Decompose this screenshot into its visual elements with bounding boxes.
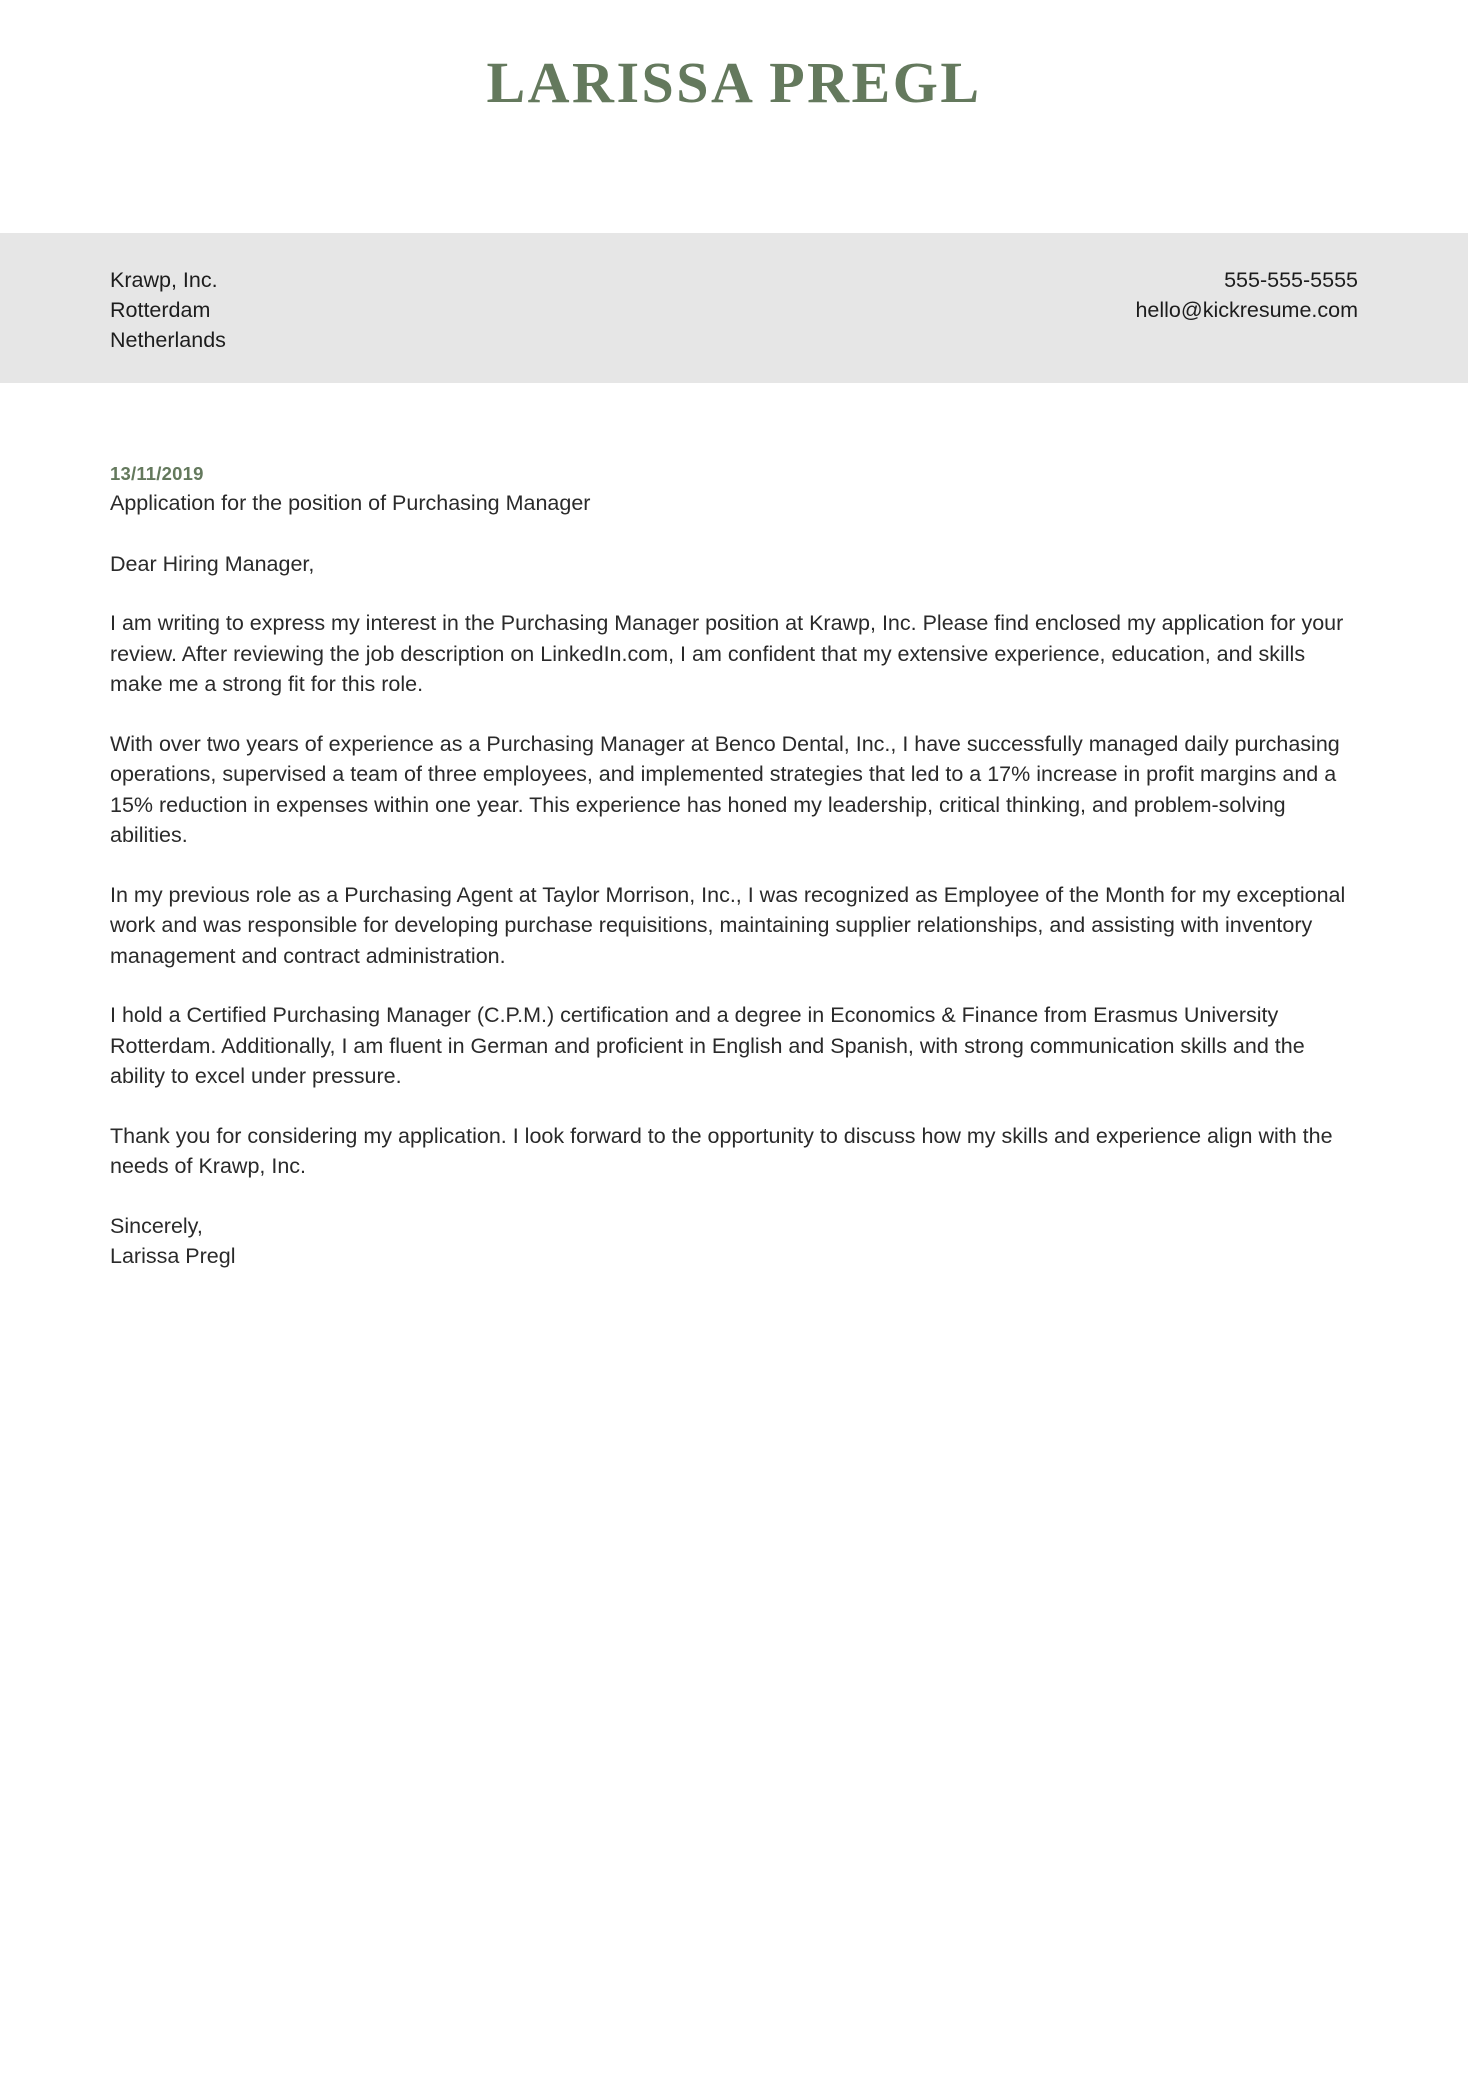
letter-date: 13/11/2019	[110, 463, 204, 484]
contact-phone: 555-555-5555	[1224, 268, 1358, 292]
contact-email[interactable]: hello@kickresume.com	[1135, 298, 1358, 322]
closing-line: Sincerely,	[110, 1213, 203, 1238]
recipient-city: Rotterdam	[110, 298, 211, 322]
letter-subject: Application for the position of Purchasing Manager	[110, 491, 591, 515]
letter-signoff	[110, 1211, 1360, 1272]
letter-paragraph: I hold a Certified Purchasing Manager (C.P.M.) certification and a degree in Economics & Finance from Erasmus University Rotterdam. Additionally, I am fluent in German and proficient in English and Spanish, with strong communication skills and the ability to excel under pressure.	[110, 1003, 1305, 1088]
recipient-country: Netherlands	[110, 328, 226, 352]
letter-paragraph: Thank you for considering my application. I look forward to the opportunity to discuss how my skills and experience align with the needs of Krawp, Inc.	[110, 1123, 1333, 1178]
letter-body	[110, 462, 1360, 1272]
signature-name: Larissa Pregl	[110, 1244, 236, 1268]
letter-paragraph: With over two years of experience as a Purchasing Manager at Benco Dental, Inc., I have successfully managed daily purchasing operations, supervised a team of three employees, and implemented strategies that led to a 17% increase in profit margins and a 15% reduction in expenses within one year. This experience has honed my leadership, critical thinking, and problem-solving abilities.	[110, 731, 1340, 847]
sender-contact	[1135, 233, 1358, 325]
letterhead	[0, 0, 1468, 233]
letter-paragraph: I am writing to express my interest in the Purchasing Manager position at Krawp, Inc. Please find enclosed my application for your review. After reviewing the job description on LinkedIn.com, I am confident that my extensive experience, education, and skills make me a strong fit for this role.	[110, 611, 1344, 696]
letter-salutation: Dear Hiring Manager,	[110, 552, 315, 576]
page-title: LARISSA PREGL	[486, 50, 982, 116]
recipient-address	[110, 233, 226, 355]
letter-paragraph: In my previous role as a Purchasing Agent at Taylor Morrison, Inc., I was recognized as Employee of the Month for my exceptional work and was responsible for developing purchase requisitions, maintaining supplier relationships, and assisting with inventory management and contract administration.	[110, 882, 1346, 968]
contact-band	[0, 233, 1468, 383]
recipient-company: Krawp, Inc.	[110, 268, 218, 292]
